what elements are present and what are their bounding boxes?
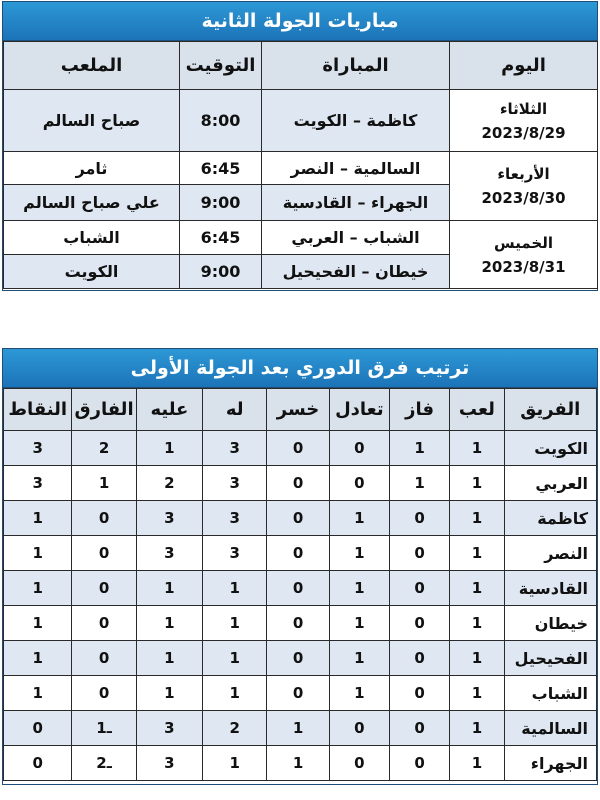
won-cell: 1 bbox=[389, 466, 449, 501]
table-row bbox=[4, 501, 597, 536]
played-cell: 1 bbox=[450, 676, 504, 711]
time-cell: 8:00 bbox=[180, 90, 262, 152]
drawn-cell: 0 bbox=[329, 746, 389, 781]
points-cell: 3 bbox=[4, 431, 72, 466]
goal-difference-cell: 0 bbox=[72, 501, 136, 536]
drawn-cell: 0 bbox=[329, 711, 389, 746]
points-cell: 1 bbox=[4, 676, 72, 711]
goals-for-cell: 1 bbox=[203, 641, 267, 676]
played-cell: 1 bbox=[450, 711, 504, 746]
goals-against-cell: 1 bbox=[136, 641, 202, 676]
day-date: 2023/8/31 bbox=[481, 257, 566, 276]
standings-body bbox=[4, 431, 597, 781]
header-goal-difference: الفارق bbox=[72, 389, 136, 431]
goal-difference-cell: 0 bbox=[72, 571, 136, 606]
won-cell: 0 bbox=[389, 711, 449, 746]
table-row bbox=[4, 571, 597, 606]
table-row bbox=[4, 641, 597, 676]
lost-cell: 0 bbox=[267, 466, 329, 501]
goal-difference-cell: 2 bbox=[72, 431, 136, 466]
points-cell: 1 bbox=[4, 536, 72, 571]
table-row bbox=[4, 711, 597, 746]
goals-for-cell: 1 bbox=[203, 606, 267, 641]
table-row bbox=[4, 466, 597, 501]
team-cell: كاظمة bbox=[504, 501, 596, 536]
header-drawn: تعادل bbox=[329, 389, 389, 431]
played-cell: 1 bbox=[450, 641, 504, 676]
table-row bbox=[4, 676, 597, 711]
goals-against-cell: 3 bbox=[136, 536, 202, 571]
goal-difference-cell: ـ1 bbox=[72, 711, 136, 746]
match-cell: الجهراء – القادسية bbox=[262, 185, 450, 221]
goal-difference-cell: 0 bbox=[72, 641, 136, 676]
drawn-cell: 1 bbox=[329, 536, 389, 571]
table-row bbox=[4, 746, 597, 781]
stadium-cell: صباح السالم bbox=[4, 90, 180, 152]
points-cell: 3 bbox=[4, 466, 72, 501]
match-cell: خيطان – الفحيحيل bbox=[262, 255, 450, 289]
match-cell: كاظمة – الكويت bbox=[262, 90, 450, 152]
lost-cell: 1 bbox=[267, 711, 329, 746]
table-row bbox=[4, 90, 598, 152]
drawn-cell: 0 bbox=[329, 466, 389, 501]
won-cell: 0 bbox=[389, 641, 449, 676]
lost-cell: 0 bbox=[267, 571, 329, 606]
won-cell: 0 bbox=[389, 606, 449, 641]
points-cell: 1 bbox=[4, 571, 72, 606]
won-cell: 0 bbox=[389, 536, 449, 571]
team-cell: الكويت bbox=[504, 431, 596, 466]
time-cell: 9:00 bbox=[180, 255, 262, 289]
table-row bbox=[4, 152, 598, 185]
points-cell: 0 bbox=[4, 711, 72, 746]
goals-against-cell: 1 bbox=[136, 676, 202, 711]
header-goals-against: عليه bbox=[136, 389, 202, 431]
played-cell: 1 bbox=[450, 431, 504, 466]
table-row bbox=[4, 221, 598, 255]
day-cell bbox=[450, 90, 598, 152]
goals-against-cell: 3 bbox=[136, 501, 202, 536]
day-date: 2023/8/29 bbox=[481, 123, 566, 142]
goals-against-cell: 1 bbox=[136, 571, 202, 606]
points-cell: 0 bbox=[4, 746, 72, 781]
day-name: الثلاثاء bbox=[499, 99, 548, 118]
stadium-cell: الشباب bbox=[4, 221, 180, 255]
header-lost: خسر bbox=[267, 389, 329, 431]
goals-for-cell: 2 bbox=[203, 711, 267, 746]
played-cell: 1 bbox=[450, 501, 504, 536]
match-cell: السالمية – النصر bbox=[262, 152, 450, 185]
goals-against-cell: 1 bbox=[136, 606, 202, 641]
schedule-table bbox=[3, 41, 598, 289]
goal-difference-cell: 1 bbox=[72, 466, 136, 501]
header-team: الفريق bbox=[504, 389, 596, 431]
team-cell: النصر bbox=[504, 536, 596, 571]
schedule-panel bbox=[2, 1, 598, 291]
played-cell: 1 bbox=[450, 466, 504, 501]
header-day: اليوم bbox=[450, 42, 598, 90]
goals-for-cell: 1 bbox=[203, 676, 267, 711]
header-won: فاز bbox=[389, 389, 449, 431]
drawn-cell: 1 bbox=[329, 571, 389, 606]
stadium-cell: الكويت bbox=[4, 255, 180, 289]
team-cell: الشباب bbox=[504, 676, 596, 711]
time-cell: 6:45 bbox=[180, 221, 262, 255]
header-time: التوقيت bbox=[180, 42, 262, 90]
won-cell: 0 bbox=[389, 501, 449, 536]
drawn-cell: 1 bbox=[329, 676, 389, 711]
points-cell: 1 bbox=[4, 606, 72, 641]
team-cell: القادسية bbox=[504, 571, 596, 606]
points-cell: 1 bbox=[4, 501, 72, 536]
goals-against-cell: 1 bbox=[136, 431, 202, 466]
lost-cell: 1 bbox=[267, 746, 329, 781]
goal-difference-cell: 0 bbox=[72, 676, 136, 711]
goals-for-cell: 1 bbox=[203, 571, 267, 606]
goals-for-cell: 3 bbox=[203, 501, 267, 536]
lost-cell: 0 bbox=[267, 606, 329, 641]
lost-cell: 0 bbox=[267, 431, 329, 466]
goals-for-cell: 3 bbox=[203, 536, 267, 571]
stadium-cell: علي صباح السالم bbox=[4, 185, 180, 221]
played-cell: 1 bbox=[450, 571, 504, 606]
schedule-header-row bbox=[4, 42, 598, 90]
drawn-cell: 1 bbox=[329, 606, 389, 641]
lost-cell: 0 bbox=[267, 501, 329, 536]
drawn-cell: 0 bbox=[329, 431, 389, 466]
lost-cell: 0 bbox=[267, 536, 329, 571]
goals-for-cell: 3 bbox=[203, 466, 267, 501]
standings-table bbox=[3, 388, 597, 781]
won-cell: 1 bbox=[389, 431, 449, 466]
won-cell: 0 bbox=[389, 676, 449, 711]
team-cell: الفحيحيل bbox=[504, 641, 596, 676]
day-name: الخميس bbox=[494, 233, 553, 252]
header-played: لعب bbox=[450, 389, 504, 431]
drawn-cell: 1 bbox=[329, 641, 389, 676]
goal-difference-cell: 0 bbox=[72, 606, 136, 641]
goals-for-cell: 3 bbox=[203, 431, 267, 466]
time-cell: 6:45 bbox=[180, 152, 262, 185]
standings-header-row bbox=[4, 389, 597, 431]
team-cell: العربي bbox=[504, 466, 596, 501]
table-row bbox=[4, 536, 597, 571]
team-cell: خيطان bbox=[504, 606, 596, 641]
played-cell: 1 bbox=[450, 536, 504, 571]
match-cell: الشباب – العربي bbox=[262, 221, 450, 255]
played-cell: 1 bbox=[450, 606, 504, 641]
header-points: النقاط bbox=[4, 389, 72, 431]
lost-cell: 0 bbox=[267, 641, 329, 676]
goals-for-cell: 1 bbox=[203, 746, 267, 781]
time-cell: 9:00 bbox=[180, 185, 262, 221]
header-match: المباراة bbox=[262, 42, 450, 90]
day-name: الأربعاء bbox=[497, 165, 550, 183]
goal-difference-cell: 0 bbox=[72, 536, 136, 571]
table-row bbox=[4, 431, 597, 466]
day-cell bbox=[450, 152, 598, 221]
team-cell: السالمية bbox=[504, 711, 596, 746]
goal-difference-cell: ـ2 bbox=[72, 746, 136, 781]
won-cell: 0 bbox=[389, 571, 449, 606]
team-cell: الجهراء bbox=[504, 746, 596, 781]
lost-cell: 0 bbox=[267, 676, 329, 711]
standings-panel bbox=[2, 348, 598, 785]
drawn-cell: 1 bbox=[329, 501, 389, 536]
stadium-cell: ثامر bbox=[4, 152, 180, 185]
played-cell: 1 bbox=[450, 746, 504, 781]
header-stadium: الملعب bbox=[4, 42, 180, 90]
won-cell: 0 bbox=[389, 746, 449, 781]
header-goals-for: له bbox=[203, 389, 267, 431]
goals-against-cell: 3 bbox=[136, 746, 202, 781]
standings-title: ترتيب فرق الدوري بعد الجولة الأولى bbox=[3, 349, 597, 388]
table-row bbox=[4, 606, 597, 641]
goals-against-cell: 3 bbox=[136, 711, 202, 746]
day-cell bbox=[450, 221, 598, 289]
goals-against-cell: 2 bbox=[136, 466, 202, 501]
points-cell: 1 bbox=[4, 641, 72, 676]
schedule-title: مباريات الجولة الثانية bbox=[3, 2, 597, 41]
day-date: 2023/8/30 bbox=[481, 189, 566, 207]
